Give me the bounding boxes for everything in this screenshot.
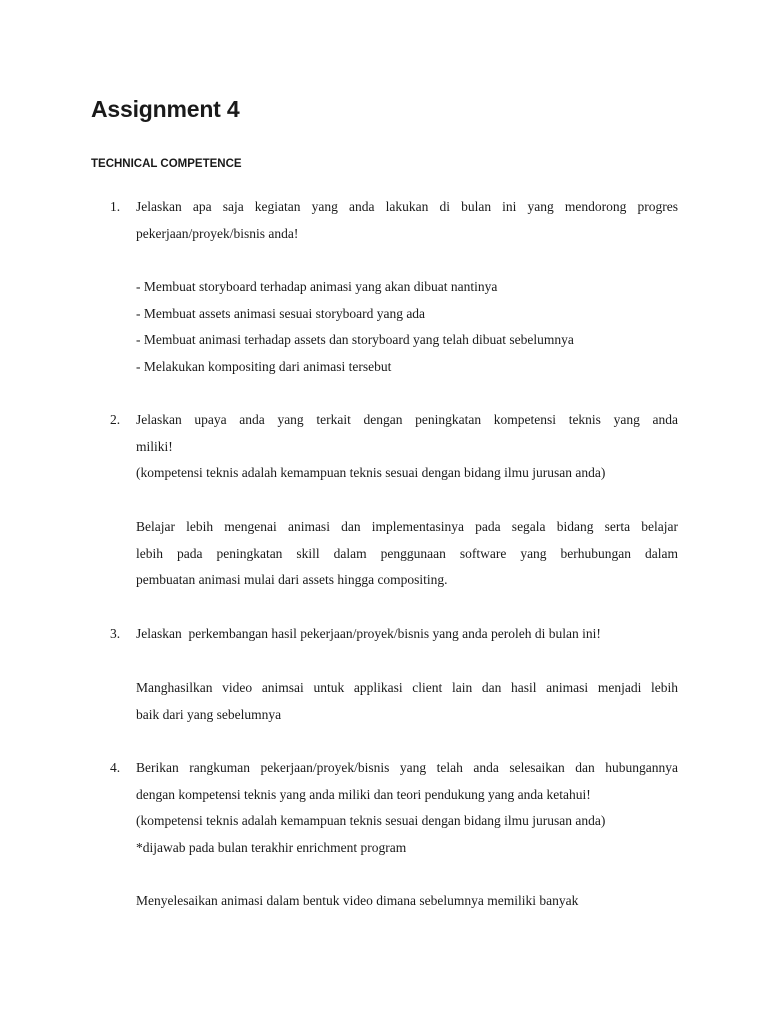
question-2-number: 2. bbox=[110, 412, 121, 427]
answer-1-item: - Melakukan kompositing dari animasi tersebut bbox=[136, 358, 392, 374]
question-3-line-1: Jelaskan perkembangan hasil pekerjaan/proyek/bisnis yang anda peroleh di bulan ini! bbox=[136, 626, 601, 641]
question-2-line-3: (kompetensi teknis adalah kemampuan teknis sesuai dengan bidang ilmu jurusan anda) bbox=[136, 465, 606, 480]
document-title: Assignment 4 bbox=[91, 96, 240, 122]
answer-1-list bbox=[136, 274, 678, 380]
answer-2-line-1: Belajar lebih mengenai animasi dan implementasinya pada segala bidang serta belajar bbox=[136, 519, 678, 534]
question-4-line-1: Berikan rangkuman pekerjaan/proyek/bisnis yang telah anda selesaikan dan hubungannya bbox=[136, 760, 678, 775]
answer-3-line-2: baik dari yang sebelumnya bbox=[136, 706, 282, 722]
question-4-number: 4. bbox=[110, 760, 121, 775]
question-4-line-2: dengan kompetensi teknis yang anda miliki dan teori pendukung yang anda ketahui! bbox=[136, 786, 591, 802]
section-heading: TECHNICAL COMPETENCE bbox=[91, 158, 242, 170]
question-2-line-2: miliki! bbox=[136, 438, 173, 454]
question-3-number: 3. bbox=[110, 626, 121, 641]
answer-3-line-1: Manghasilkan video animsai untuk applikasi client lain dan hasil animasi menjadi lebih bbox=[136, 680, 678, 695]
question-1-number: 1. bbox=[110, 199, 121, 214]
question-3-text bbox=[136, 621, 678, 648]
question-1-text bbox=[136, 194, 678, 247]
question-2-text bbox=[136, 407, 678, 487]
answer-1-item: - Membuat assets animasi sesuai storyboard yang ada bbox=[136, 305, 426, 321]
question-2-line-1: Jelaskan upaya anda yang terkait dengan peningkatan kompetensi teknis yang anda bbox=[136, 412, 678, 427]
answer-2-text bbox=[136, 514, 678, 594]
answer-3-text bbox=[136, 675, 678, 728]
answer-2-line-3: pembuatan animasi mulai dari assets hingga compositing. bbox=[136, 572, 448, 587]
question-4-text bbox=[136, 755, 678, 861]
answer-4-line-1: Menyelesaikan animasi dalam bentuk video dimana sebelumnya memiliki banyak bbox=[136, 893, 579, 908]
answer-2-line-2: lebih pada peningkatan skill dalam penggunaan software yang berhubungan dalam bbox=[136, 545, 678, 561]
answer-1-item: - Membuat animasi terhadap assets dan storyboard yang telah dibuat sebelumnya bbox=[136, 332, 574, 347]
question-4-line-4: *dijawab pada bulan terakhir enrichment program bbox=[136, 839, 407, 855]
question-1-line-1: Jelaskan apa saja kegiatan yang anda lakukan di bulan ini yang mendorong progres bbox=[136, 199, 678, 214]
question-4-line-3: (kompetensi teknis adalah kemampuan teknis sesuai dengan bidang ilmu jurusan anda) bbox=[136, 813, 606, 828]
answer-4-text bbox=[136, 888, 678, 915]
question-1-line-2: pekerjaan/proyek/bisnis anda! bbox=[136, 225, 299, 241]
answer-1-item: - Membuat storyboard terhadap animasi yang akan dibuat nantinya bbox=[136, 279, 498, 294]
